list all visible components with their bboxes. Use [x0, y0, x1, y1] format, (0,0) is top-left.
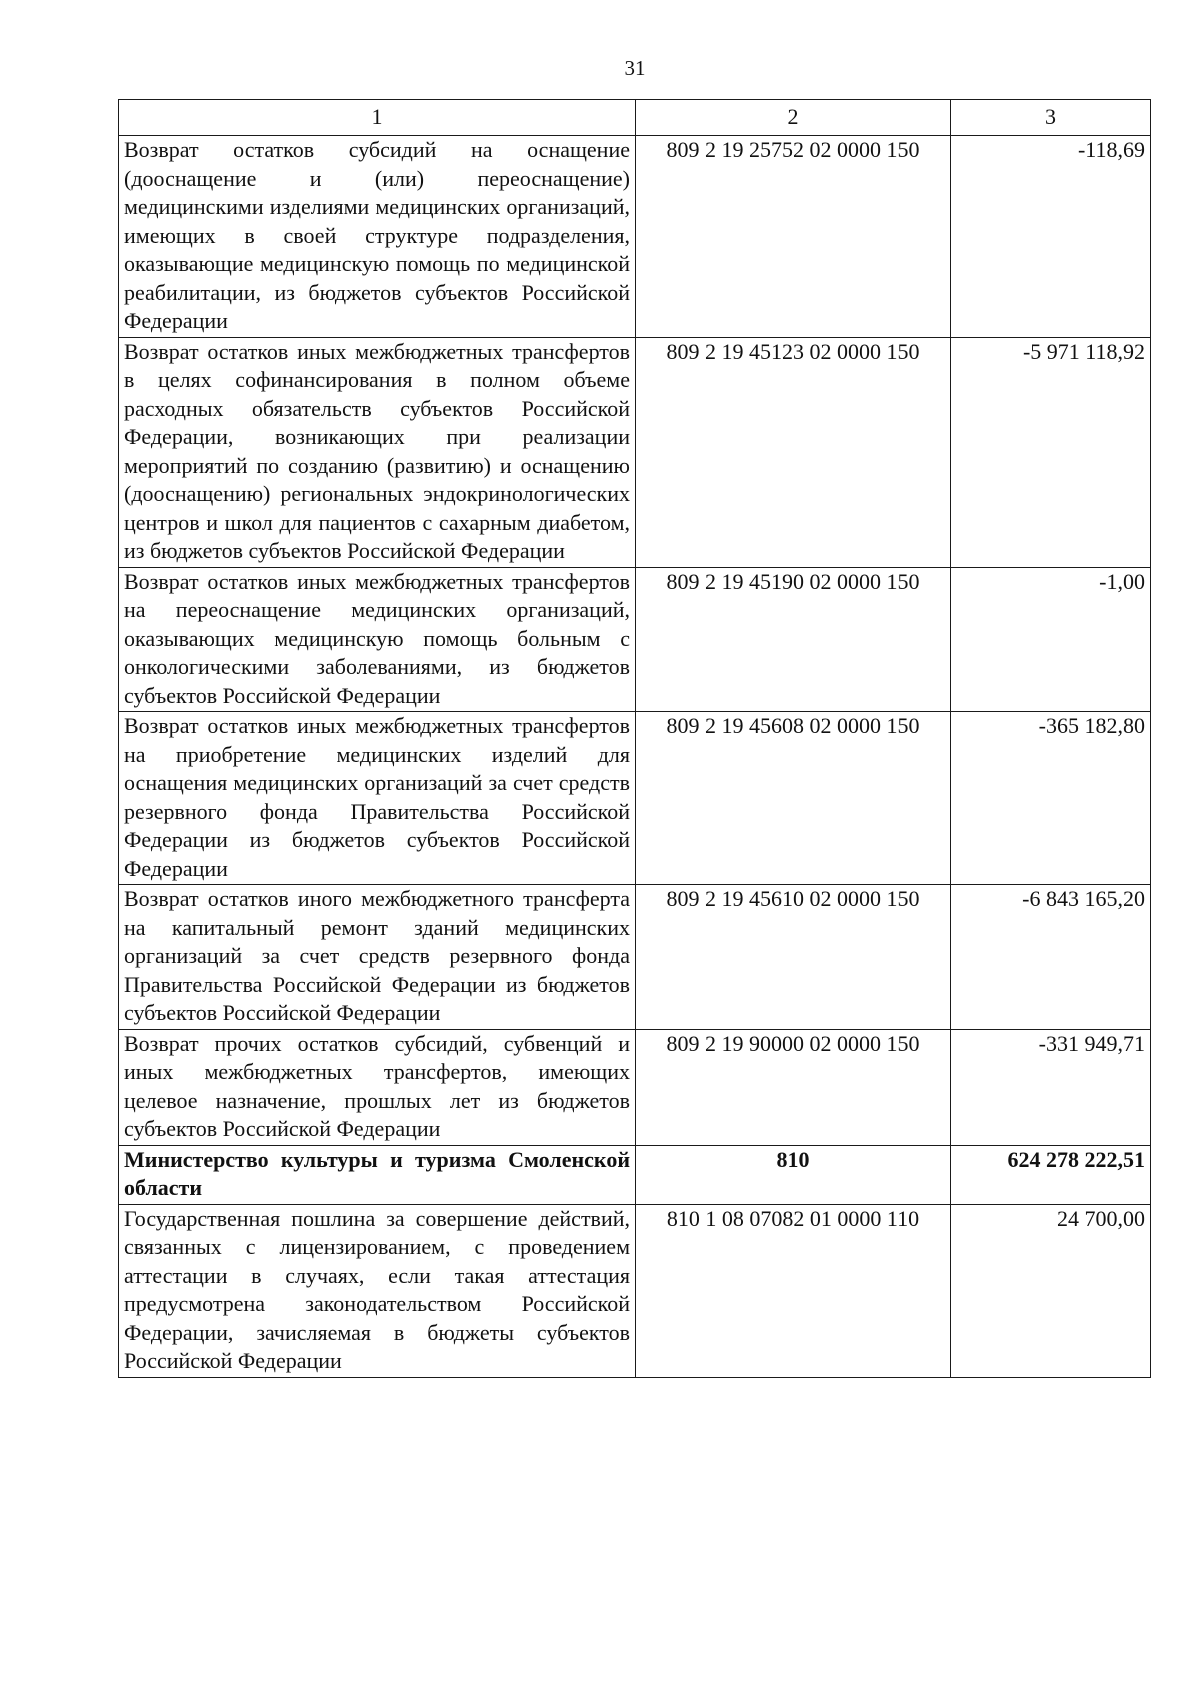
row-description: Государственная пошлина за совершение действий, связанных с лицензированием, с проведением аттестации в случаях, если такая аттестация предусмотрена законодательством Российской Федерации, зачисляемая в бюджеты субъектов Российской Федерации — [119, 1204, 636, 1377]
table-row — [119, 337, 1151, 567]
row-description: Возврат остатков иных межбюджетных трансфертов в целях софинансирования в полном объеме расходных обязательств субъектов Российской Федерации, возникающих при реализации мероприятий по созданию (развитию) и оснащению (дооснащению) региональных эндокринологических центров и школ для пациентов с сахарным диабетом, из бюджетов субъектов Российской Федерации — [119, 337, 636, 567]
page-number: 31 — [624, 56, 646, 80]
row-code: 809 2 19 45190 02 0000 150 — [636, 567, 951, 712]
table-row — [119, 1204, 1151, 1377]
table-row — [119, 1029, 1151, 1145]
row-amount: 24 700,00 — [951, 1204, 1151, 1377]
row-code: 809 2 19 45123 02 0000 150 — [636, 337, 951, 567]
row-code: 809 2 19 25752 02 0000 150 — [636, 136, 951, 338]
budget-table — [118, 99, 1151, 1378]
column-header-3: 3 — [951, 100, 1151, 136]
row-amount: -118,69 — [951, 136, 1151, 338]
table-header — [119, 100, 1151, 136]
table-row — [119, 567, 1151, 712]
row-description: Возврат прочих остатков субсидий, субвенций и иных межбюджетных трансфертов, имеющих целевое назначение, прошлых лет из бюджетов субъектов Российской Федерации — [119, 1029, 636, 1145]
row-amount: -365 182,80 — [951, 712, 1151, 885]
row-amount: -5 971 118,92 — [951, 337, 1151, 567]
column-header-1: 1 — [119, 100, 636, 136]
table-row — [119, 885, 1151, 1030]
row-code: 810 — [636, 1145, 951, 1204]
row-description: Возврат остатков иного межбюджетного трансферта на капитальный ремонт зданий медицинских организаций за счет средств резервного фонда Правительства Российской Федерации из бюджетов субъектов Российской Федерации — [119, 885, 636, 1030]
row-amount: -6 843 165,20 — [951, 885, 1151, 1030]
row-amount: -1,00 — [951, 567, 1151, 712]
row-amount: 624 278 222,51 — [951, 1145, 1151, 1204]
table-row-ministry-total — [119, 1145, 1151, 1204]
row-amount: -331 949,71 — [951, 1029, 1151, 1145]
table-row — [119, 136, 1151, 338]
row-code: 809 2 19 45608 02 0000 150 — [636, 712, 951, 885]
header-row — [119, 100, 1151, 136]
column-header-2: 2 — [636, 100, 951, 136]
row-description: Возврат остатков иных межбюджетных трансфертов на приобретение медицинских изделий для оснащения медицинских организаций за счет средств резервного фонда Правительства Российской Федерации из бюджетов субъектов Российской Федерации — [119, 712, 636, 885]
table-body — [119, 136, 1151, 1378]
row-code: 809 2 19 90000 02 0000 150 — [636, 1029, 951, 1145]
row-description: Министерство культуры и туризма Смоленской области — [119, 1145, 636, 1204]
row-description: Возврат остатков иных межбюджетных трансфертов на переоснащение медицинских организаций, оказывающих медицинскую помощь больным с онкологическими заболеваниями, из бюджетов субъектов Российской Федерации — [119, 567, 636, 712]
row-code: 809 2 19 45610 02 0000 150 — [636, 885, 951, 1030]
table-row — [119, 712, 1151, 885]
row-code: 810 1 08 07082 01 0000 110 — [636, 1204, 951, 1377]
row-description: Возврат остатков субсидий на оснащение (дооснащение и (или) переоснащение) медицинскими изделиями медицинских организаций, имеющих в своей структуре подразделения, оказывающие медицинскую помощь по медицинской реабилитации, из бюджетов субъектов Российской Федерации — [119, 136, 636, 338]
